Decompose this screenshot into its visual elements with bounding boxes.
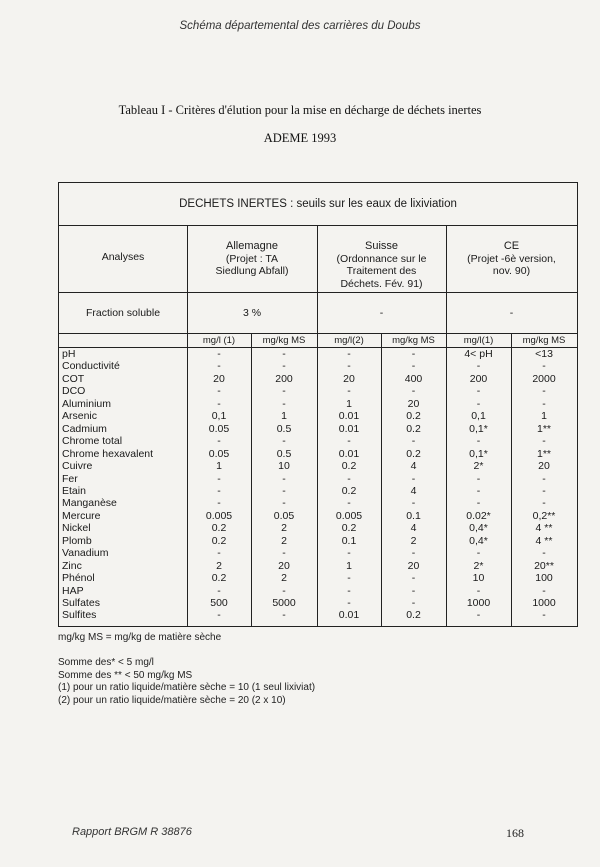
value-cell: 400 bbox=[404, 372, 423, 385]
value-cell: - bbox=[282, 360, 286, 373]
value-cell: 0.05 bbox=[208, 422, 230, 435]
value-cell: - bbox=[542, 472, 546, 485]
value-cell: 1000 bbox=[466, 597, 491, 609]
report-reference: Rapport BRGM R 38876 bbox=[72, 826, 192, 838]
value-cell: - bbox=[542, 360, 546, 373]
value-cell: - bbox=[282, 435, 286, 448]
row-label: Chrome total bbox=[62, 435, 123, 448]
unit-cell: mg/kg MS bbox=[522, 335, 566, 346]
value-cell: - bbox=[217, 484, 221, 497]
row-label: Sulfites bbox=[62, 609, 97, 622]
value-cell: 0.2 bbox=[211, 572, 227, 585]
divider-fraction bbox=[59, 333, 577, 334]
table-row bbox=[59, 448, 577, 460]
value-cell: 2 bbox=[216, 559, 222, 572]
value-cell: - bbox=[347, 435, 351, 448]
value-cell: 10 bbox=[472, 572, 485, 585]
value-cell: 0.2 bbox=[341, 484, 357, 497]
value-cell: - bbox=[411, 597, 416, 609]
value-cell: 20 bbox=[538, 460, 550, 473]
value-cell: 500 bbox=[210, 597, 228, 609]
value-cell: - bbox=[476, 547, 481, 560]
value-cell: - bbox=[282, 397, 286, 410]
value-cell: - bbox=[282, 484, 286, 497]
value-cell: - bbox=[347, 547, 351, 560]
table-row bbox=[59, 435, 577, 447]
criteria-table bbox=[58, 182, 578, 627]
value-cell: 0,1 bbox=[211, 410, 227, 423]
value-cell: - bbox=[347, 497, 351, 510]
value-cell: - bbox=[347, 360, 351, 373]
table-row bbox=[59, 547, 577, 559]
value-cell: 2 bbox=[281, 522, 287, 535]
value-cell: - bbox=[411, 360, 416, 373]
value-cell: - bbox=[411, 472, 416, 485]
value-cell: 0.1 bbox=[341, 534, 357, 547]
row-label: Etain bbox=[62, 484, 86, 497]
value-cell: 0.02* bbox=[466, 509, 491, 522]
value-cell: 1 bbox=[216, 460, 222, 473]
value-cell: 0.5 bbox=[276, 447, 292, 460]
value-cell: - bbox=[347, 472, 351, 485]
note-line: (2) pour un ratio liquide/matière sèche = 20 (2 x 10) bbox=[58, 694, 286, 706]
value-cell: 1 bbox=[281, 410, 287, 423]
group-suisse bbox=[317, 240, 446, 290]
value-cell: 0.2 bbox=[406, 609, 421, 622]
table-row bbox=[59, 522, 577, 534]
table-row bbox=[59, 560, 577, 572]
note-line: Somme des ** < 50 mg/kg MS bbox=[58, 669, 193, 681]
row-label: HAP bbox=[62, 584, 84, 597]
value-cell: 1 bbox=[346, 559, 352, 572]
value-cell: 10 bbox=[278, 460, 290, 473]
note-line: mg/kg MS = mg/kg de matière sèche bbox=[58, 632, 222, 643]
table-row bbox=[59, 410, 577, 422]
value-cell: 0,4* bbox=[469, 534, 488, 547]
note-line: (1) pour un ratio liquide/matière sèche = 10 (1 seul lixiviat) bbox=[58, 682, 316, 693]
value-cell: - bbox=[542, 584, 546, 597]
value-cell: 200 bbox=[275, 372, 293, 385]
value-cell: 20 bbox=[343, 372, 355, 385]
value-cell: - bbox=[347, 385, 351, 398]
value-cell: 1** bbox=[536, 422, 551, 435]
row-label: DCO bbox=[62, 385, 86, 398]
group-sub-line: (Ordonnance sur le bbox=[336, 252, 427, 265]
value-cell: - bbox=[411, 547, 416, 560]
value-cell: 0.005 bbox=[335, 509, 363, 522]
value-cell: 4 bbox=[410, 460, 417, 473]
group-sub-line: (Projet -6è version, bbox=[467, 252, 556, 265]
value-cell: - bbox=[411, 348, 416, 360]
row-label: Sulfates bbox=[62, 597, 100, 609]
value-cell: 0.2 bbox=[406, 422, 421, 435]
row-label: pH bbox=[62, 348, 76, 360]
value-cell: 20 bbox=[278, 559, 290, 572]
table-row bbox=[59, 597, 577, 609]
value-cell: - bbox=[217, 360, 221, 373]
row-label: Conductivité bbox=[62, 360, 120, 373]
group-sub-line: Déchets. Fév. 91) bbox=[340, 277, 423, 290]
value-cell: 0.1 bbox=[406, 509, 421, 522]
value-cell: - bbox=[282, 609, 286, 622]
value-cell: 0.01 bbox=[338, 410, 360, 423]
row-label: Chrome hexavalent bbox=[62, 447, 154, 460]
value-cell: 1 bbox=[541, 410, 547, 423]
divider-header bbox=[59, 292, 577, 293]
value-cell: - bbox=[476, 385, 481, 398]
value-cell: - bbox=[476, 397, 481, 410]
value-cell: - bbox=[542, 397, 546, 410]
value-cell: - bbox=[411, 584, 416, 597]
table-source: ADEME 1993 bbox=[263, 131, 337, 145]
value-cell: 0,4* bbox=[469, 522, 488, 535]
value-cell: - bbox=[476, 497, 481, 510]
value-cell: 2 bbox=[281, 572, 287, 585]
group-sub-line: (Projet : TA bbox=[225, 252, 279, 265]
value-cell: 200 bbox=[469, 372, 488, 385]
value-cell: 0,1* bbox=[469, 447, 488, 460]
group-ce bbox=[446, 240, 577, 278]
table-caption: Tableau I - Critères d'élution pour la mise en décharge de déchets inertes bbox=[118, 103, 482, 117]
table-row bbox=[59, 497, 577, 509]
note-line bbox=[58, 645, 315, 658]
value-cell: 2 bbox=[410, 534, 417, 547]
table-row bbox=[59, 360, 577, 372]
value-cell: 0.2 bbox=[341, 522, 357, 535]
value-cell: 4 ** bbox=[535, 534, 553, 547]
value-cell: - bbox=[282, 497, 286, 510]
unit-cell: mg/l(1) bbox=[463, 335, 494, 346]
running-header: Schéma départemental des carrières du Doubs bbox=[179, 20, 421, 32]
value-cell: 2000 bbox=[532, 372, 556, 385]
table-row bbox=[59, 572, 577, 584]
fraction-allemagne: 3 % bbox=[242, 307, 262, 319]
value-cell: - bbox=[542, 385, 546, 398]
value-cell: - bbox=[217, 584, 221, 597]
value-cell: 0.01 bbox=[338, 422, 360, 435]
value-cell: - bbox=[217, 497, 221, 510]
table-notes bbox=[58, 632, 315, 707]
group-name: Allemagne bbox=[226, 240, 278, 252]
value-cell: - bbox=[347, 348, 351, 360]
row-label: Cuivre bbox=[62, 460, 93, 473]
value-cell: 0.01 bbox=[338, 609, 360, 622]
value-cell: 0.2 bbox=[406, 410, 421, 423]
row-label: Plomb bbox=[62, 534, 92, 547]
value-cell: 0,2** bbox=[532, 509, 556, 522]
row-label: COT bbox=[62, 372, 85, 385]
row-label: Aluminium bbox=[62, 397, 112, 410]
value-cell: - bbox=[542, 435, 546, 448]
row-label: Manganèse bbox=[62, 497, 117, 510]
table-row bbox=[59, 585, 577, 597]
value-cell: 2* bbox=[473, 559, 484, 572]
value-cell: - bbox=[411, 572, 416, 585]
unit-cell: mg/kg MS bbox=[262, 335, 306, 346]
value-cell: 20 bbox=[407, 397, 420, 410]
value-cell: 0.05 bbox=[273, 509, 295, 522]
value-cell: - bbox=[282, 584, 286, 597]
value-cell: 20 bbox=[213, 372, 225, 385]
table-row bbox=[59, 373, 577, 385]
row-label: Phénol bbox=[62, 572, 95, 585]
value-cell: 0,1* bbox=[469, 422, 488, 435]
value-cell: 4 bbox=[410, 484, 417, 497]
value-cell: - bbox=[217, 547, 221, 560]
value-cell: 0,1 bbox=[471, 410, 486, 423]
value-cell: 4< pH bbox=[464, 348, 493, 360]
table-row bbox=[59, 460, 577, 472]
value-cell: <13 bbox=[535, 348, 553, 360]
group-name: CE bbox=[503, 240, 520, 252]
value-cell: - bbox=[542, 497, 546, 510]
value-cell: - bbox=[282, 547, 286, 560]
value-cell: 100 bbox=[535, 572, 553, 585]
table-row bbox=[59, 510, 577, 522]
value-cell: 1000 bbox=[532, 597, 556, 609]
group-name: Suisse bbox=[364, 240, 399, 252]
value-cell: 20 bbox=[407, 559, 420, 572]
value-cell: - bbox=[217, 385, 221, 398]
table-title: DECHETS INERTES : seuils sur les eaux de lixiviation bbox=[59, 183, 577, 226]
value-cell: 0.2 bbox=[341, 460, 357, 473]
group-allemagne bbox=[187, 240, 317, 278]
row-label: Fer bbox=[62, 472, 78, 485]
value-cell: - bbox=[347, 597, 351, 609]
value-cell: - bbox=[411, 385, 416, 398]
value-cell: 20** bbox=[534, 559, 554, 572]
value-cell: 1 bbox=[346, 397, 352, 410]
value-cell: - bbox=[411, 497, 416, 510]
value-cell: - bbox=[347, 584, 351, 597]
row-label: Cadmium bbox=[62, 422, 107, 435]
fraction-suisse: - bbox=[379, 307, 384, 319]
value-cell: - bbox=[476, 360, 481, 373]
value-cell: - bbox=[476, 435, 481, 448]
value-cell: 4 ** bbox=[535, 522, 553, 535]
row-label: Vanadium bbox=[62, 547, 109, 560]
value-cell: 0.2 bbox=[406, 447, 421, 460]
analyses-header: Analyses bbox=[101, 251, 145, 263]
group-sub-line: Siedlung Abfall) bbox=[215, 265, 289, 277]
table-row bbox=[59, 385, 577, 397]
value-cell: - bbox=[411, 435, 416, 448]
table-row bbox=[59, 398, 577, 410]
page-number: 168 bbox=[506, 826, 524, 840]
table-row bbox=[59, 423, 577, 435]
value-cell: 4 bbox=[410, 522, 417, 535]
row-label: Nickel bbox=[62, 522, 91, 535]
table-row bbox=[59, 485, 577, 497]
value-cell: 0.005 bbox=[205, 509, 233, 522]
value-cell: - bbox=[282, 348, 286, 360]
value-cell: - bbox=[542, 547, 546, 560]
table-row bbox=[59, 348, 577, 360]
value-cell: 0.2 bbox=[211, 534, 227, 547]
table-row bbox=[59, 473, 577, 485]
value-cell: - bbox=[217, 609, 221, 622]
value-cell: - bbox=[476, 584, 481, 597]
value-cell: 0.5 bbox=[276, 422, 292, 435]
value-cell: - bbox=[217, 435, 221, 448]
value-cell: - bbox=[476, 472, 481, 485]
fraction-label: Fraction soluble bbox=[85, 307, 161, 319]
unit-cell: mg/kg MS bbox=[392, 335, 435, 346]
value-cell: 0.05 bbox=[208, 447, 230, 460]
group-sub-line: Traitement des bbox=[346, 265, 417, 277]
table-row bbox=[59, 609, 577, 621]
fraction-ce: - bbox=[509, 307, 514, 319]
value-cell: - bbox=[476, 609, 481, 622]
row-label: Arsenic bbox=[62, 410, 98, 423]
value-cell: - bbox=[217, 472, 221, 485]
value-cell: - bbox=[217, 397, 221, 410]
value-cell: 1** bbox=[536, 447, 551, 460]
value-cell: 5000 bbox=[272, 597, 296, 609]
group-sub-line: nov. 90) bbox=[492, 265, 531, 277]
value-cell: - bbox=[282, 472, 286, 485]
row-label: Zinc bbox=[62, 559, 82, 572]
value-cell: - bbox=[347, 572, 351, 585]
value-cell: - bbox=[282, 385, 286, 398]
value-cell: 2 bbox=[281, 534, 287, 547]
value-cell: - bbox=[476, 484, 481, 497]
unit-cell: mg/l (1) bbox=[202, 335, 236, 346]
value-cell: - bbox=[217, 348, 221, 360]
value-cell: 0.01 bbox=[338, 447, 360, 460]
note-line: Somme des* < 5 mg/l bbox=[58, 657, 154, 668]
table-row bbox=[59, 535, 577, 547]
value-cell: - bbox=[542, 484, 546, 497]
unit-cell: mg/l(2) bbox=[334, 335, 364, 346]
row-label: Mercure bbox=[62, 509, 101, 522]
value-cell: - bbox=[542, 609, 546, 622]
value-cell: 0.2 bbox=[211, 522, 227, 535]
value-cell: 2* bbox=[473, 460, 484, 473]
